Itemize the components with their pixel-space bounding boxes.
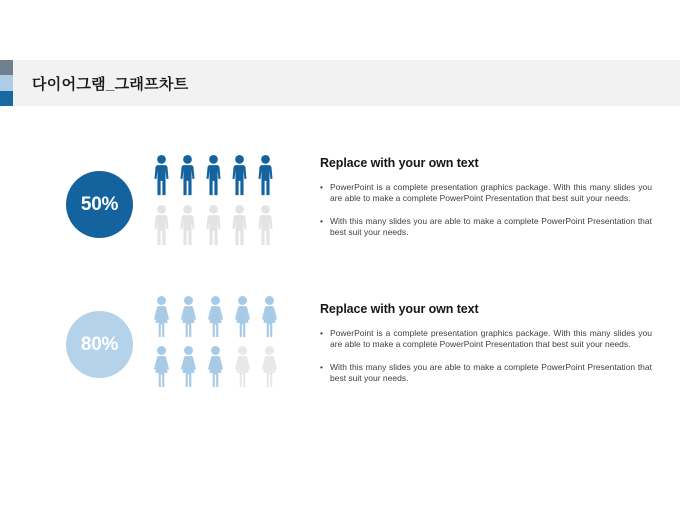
accent-square [0,60,13,75]
header-accent [0,60,13,106]
percent-circle-80 [66,311,133,378]
bullet-marker: • [320,328,323,338]
male-person-icon [178,205,197,246]
bullet-item [320,362,652,384]
female-person-icon [259,346,280,388]
male-person-icon [178,155,197,196]
male-person-icon [230,205,249,246]
female-person-icon [232,346,253,388]
bullet-item [320,216,652,238]
bullet-item [320,328,652,350]
text-section-1 [320,156,652,250]
female-person-icon [259,296,280,338]
bullet-text: PowerPoint is a complete presentation graphics package. With this many slides you are able to make a complete PowerPoint Presentation that best suit your needs. [330,328,652,349]
pictograph-row [152,205,275,246]
pictograph-row [152,155,275,196]
bullet-marker: • [320,216,323,226]
female-person-icon [178,296,199,338]
bullet-marker: • [320,362,323,372]
section-heading: Replace with your own text [320,156,479,170]
male-person-icon [204,155,223,196]
pictograph-grid-female [151,296,280,396]
pictograph-row [151,346,280,388]
bullet-text: PowerPoint is a complete presentation graphics package. With this many slides you are able to make a complete PowerPoint Presentation that best suit your needs. [330,182,652,203]
pictograph-row [151,296,280,338]
text-section-2 [320,302,652,396]
pictograph-grid-male [152,155,275,255]
percent-label: 50% [80,193,119,215]
bullet-marker: • [320,182,323,192]
accent-square [0,75,13,90]
female-person-icon [178,346,199,388]
percent-label: 80% [80,333,119,355]
title-bar [0,60,680,106]
female-person-icon [205,296,226,338]
accent-square [0,91,13,106]
male-person-icon [152,155,171,196]
page-title: 다이어그램_그래프차트 [32,75,189,93]
female-person-icon [151,296,172,338]
female-person-icon [232,296,253,338]
female-person-icon [151,346,172,388]
female-person-icon [205,346,226,388]
section-heading: Replace with your own text [320,302,479,316]
male-person-icon [256,155,275,196]
bullet-item [320,182,652,204]
bullet-text: With this many slides you are able to make a complete PowerPoint Presentation that best suit your needs. [330,362,652,383]
bullet-text: With this many slides you are able to make a complete PowerPoint Presentation that best suit your needs. [330,216,652,237]
percent-circle-50 [66,171,133,238]
male-person-icon [204,205,223,246]
male-person-icon [256,205,275,246]
male-person-icon [230,155,249,196]
male-person-icon [152,205,171,246]
